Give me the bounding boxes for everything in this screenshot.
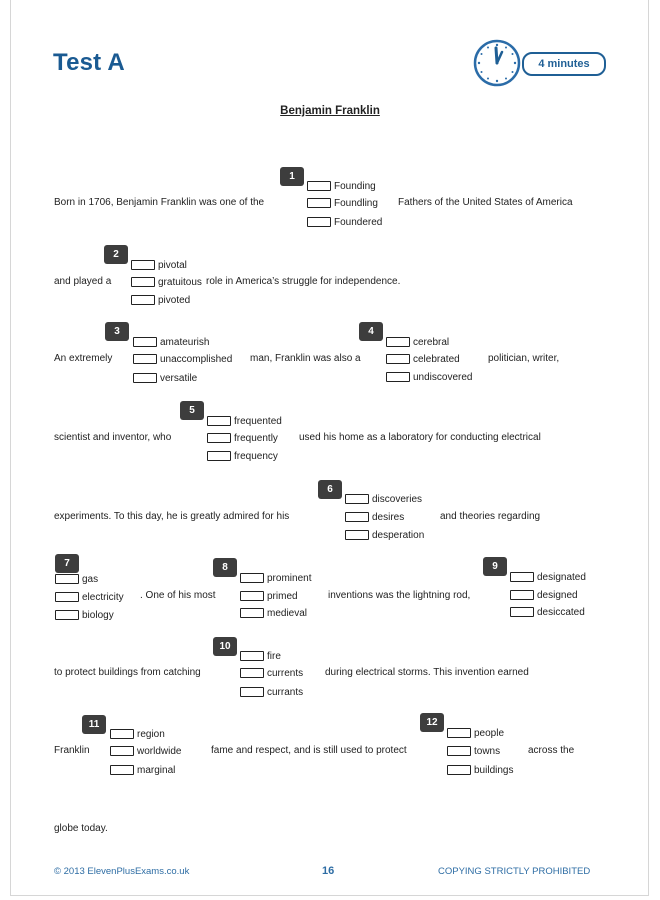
footer-notice: COPYING STRICTLY PROHIBITED xyxy=(438,866,591,877)
checkbox[interactable] xyxy=(207,433,231,443)
answer-option[interactable]: electricity xyxy=(55,591,124,603)
question-number-badge: 7 xyxy=(55,554,79,573)
answer-option[interactable]: fire xyxy=(240,650,281,662)
answer-option[interactable]: marginal xyxy=(110,764,175,776)
question-number-badge: 12 xyxy=(420,713,444,732)
checkbox[interactable] xyxy=(307,217,331,227)
passage-text: inventions was the lightning rod, xyxy=(328,590,471,601)
checkbox[interactable] xyxy=(510,572,534,582)
checkbox[interactable] xyxy=(240,687,264,697)
answer-option[interactable]: unaccomplished xyxy=(133,353,232,365)
answer-option[interactable]: cerebral xyxy=(386,336,449,348)
answer-option[interactable]: worldwide xyxy=(110,745,181,757)
checkbox[interactable] xyxy=(386,337,410,347)
checkbox[interactable] xyxy=(207,416,231,426)
passage-text: Born in 1706, Benjamin Franklin was one of the xyxy=(54,197,265,208)
answer-option[interactable]: Founding xyxy=(307,180,376,192)
checkbox[interactable] xyxy=(133,373,157,383)
checkbox[interactable] xyxy=(131,295,155,305)
question-number-badge: 11 xyxy=(82,715,106,734)
answer-option[interactable]: designed xyxy=(510,589,578,601)
checkbox[interactable] xyxy=(386,354,410,364)
answer-option[interactable]: undiscovered xyxy=(386,371,472,383)
answer-option[interactable]: region xyxy=(110,728,165,740)
answer-option[interactable]: desiccated xyxy=(510,606,585,618)
checkbox[interactable] xyxy=(55,610,79,620)
passage-text: used his home as a laboratory for conducting electrical xyxy=(299,432,541,443)
checkbox[interactable] xyxy=(110,729,134,739)
checkbox[interactable] xyxy=(240,608,264,618)
question-number-badge: 8 xyxy=(213,558,237,577)
question-number-badge: 3 xyxy=(105,322,129,341)
checkbox[interactable] xyxy=(345,494,369,504)
checkbox[interactable] xyxy=(110,765,134,775)
page xyxy=(10,0,649,896)
passage-text: Franklin xyxy=(54,745,90,756)
question-number-badge: 4 xyxy=(359,322,383,341)
checkbox[interactable] xyxy=(345,530,369,540)
checkbox[interactable] xyxy=(131,260,155,270)
passage-text: during electrical storms. This invention earned xyxy=(325,667,529,678)
answer-option[interactable]: desperation xyxy=(345,529,424,541)
checkbox[interactable] xyxy=(240,668,264,678)
passage-text: across the xyxy=(528,745,575,756)
answer-option[interactable]: buildings xyxy=(447,764,513,776)
checkbox[interactable] xyxy=(307,181,331,191)
question-number-badge: 5 xyxy=(180,401,204,420)
answer-option[interactable]: celebrated xyxy=(386,353,460,365)
passage-text: experiments. To this day, he is greatly admired for his xyxy=(54,511,290,522)
answer-option[interactable]: frequently xyxy=(207,432,278,444)
answer-option[interactable]: towns xyxy=(447,745,500,757)
answer-option[interactable]: versatile xyxy=(133,372,197,384)
question-number-badge: 6 xyxy=(318,480,342,499)
answer-option[interactable]: currants xyxy=(240,686,303,698)
passage-text: fame and respect, and is still used to protect xyxy=(211,745,407,756)
question-number-badge: 1 xyxy=(280,167,304,186)
checkbox[interactable] xyxy=(110,746,134,756)
checkbox[interactable] xyxy=(240,591,264,601)
answer-option[interactable]: medieval xyxy=(240,607,307,619)
checkbox[interactable] xyxy=(447,765,471,775)
passage-text: scientist and inventor, who xyxy=(54,432,172,443)
passage-title: Benjamin Franklin xyxy=(280,105,380,117)
answer-option[interactable]: people xyxy=(447,727,504,739)
passage-text: and played a xyxy=(54,276,112,287)
passage-text: Fathers of the United States of America xyxy=(398,197,573,208)
passage-text: . One of his most xyxy=(140,590,216,601)
answer-option[interactable]: frequented xyxy=(207,415,282,427)
question-number-badge: 10 xyxy=(213,637,237,656)
time-limit-badge: 4 minutes xyxy=(522,52,606,76)
question-number-badge: 2 xyxy=(104,245,128,264)
answer-option[interactable]: pivoted xyxy=(131,294,190,306)
checkbox[interactable] xyxy=(133,354,157,364)
answer-option[interactable]: gratuitous xyxy=(131,276,202,288)
checkbox[interactable] xyxy=(447,746,471,756)
footer-copyright: © 2013 ElevenPlusExams.co.uk xyxy=(54,866,190,877)
passage-text: to protect buildings from catching xyxy=(54,667,201,678)
passage-text: politician, writer, xyxy=(488,353,560,364)
passage-text: man, Franklin was also a xyxy=(250,353,361,364)
answer-option[interactable]: pivotal xyxy=(131,259,187,271)
answer-option[interactable]: frequency xyxy=(207,450,278,462)
passage-text: and theories regarding xyxy=(440,511,541,522)
passage-text: role in America’s struggle for independence. xyxy=(206,276,401,287)
answer-option[interactable]: desires xyxy=(345,511,404,523)
checkbox[interactable] xyxy=(510,607,534,617)
checkbox[interactable] xyxy=(510,590,534,600)
checkbox[interactable] xyxy=(240,573,264,583)
page-number: 16 xyxy=(322,865,335,877)
answer-option[interactable]: gas xyxy=(55,573,98,585)
passage-text: globe today. xyxy=(54,823,108,834)
checkbox[interactable] xyxy=(55,592,79,602)
checkbox[interactable] xyxy=(133,337,157,347)
answer-option[interactable]: biology xyxy=(55,609,114,621)
checkbox[interactable] xyxy=(55,574,79,584)
checkbox[interactable] xyxy=(307,198,331,208)
passage-text: An extremely xyxy=(54,353,113,364)
checkbox[interactable] xyxy=(131,277,155,287)
answer-option[interactable]: discoveries xyxy=(345,493,422,505)
answer-option[interactable]: Foundling xyxy=(307,197,378,209)
answer-option[interactable]: prominent xyxy=(240,572,311,584)
question-number-badge: 9 xyxy=(483,557,507,576)
answer-option[interactable]: amateurish xyxy=(133,336,209,348)
checkbox[interactable] xyxy=(386,372,410,382)
answer-option[interactable]: currents xyxy=(240,667,303,679)
answer-option[interactable]: primed xyxy=(240,590,298,602)
answer-option[interactable]: designated xyxy=(510,571,586,583)
checkbox[interactable] xyxy=(207,451,231,461)
page-title: Test A xyxy=(53,49,125,76)
checkbox[interactable] xyxy=(240,651,264,661)
checkbox[interactable] xyxy=(345,512,369,522)
clock-icon xyxy=(472,38,522,88)
answer-option[interactable]: Foundered xyxy=(307,216,382,228)
checkbox[interactable] xyxy=(447,728,471,738)
